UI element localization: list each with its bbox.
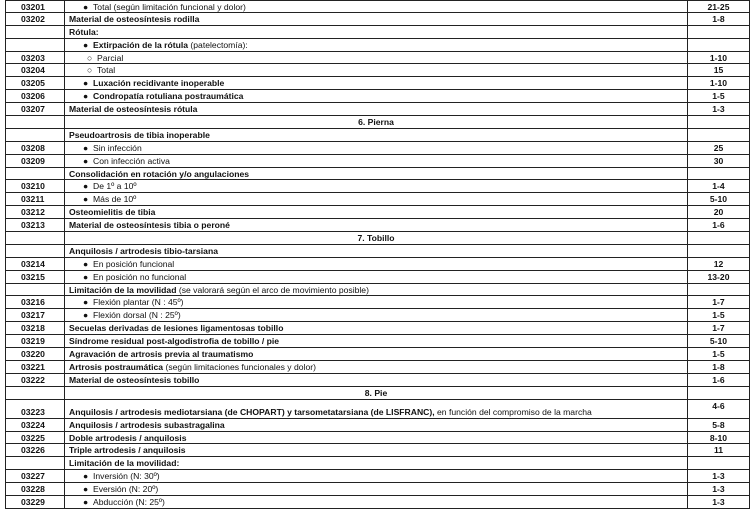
row-note: en función del compromiso de la marcha [434,406,592,417]
row-description [65,309,688,321]
row-code: 03220 [5,348,65,360]
row-points: 5-10 [688,335,750,347]
table-row [5,206,750,219]
bullet-icon: ● [83,91,89,102]
bullet-icon: ● [83,155,89,166]
row-points: 1-7 [688,296,750,308]
row-code: 03203 [5,52,65,64]
row-label: Parcial [97,52,124,63]
row-description [65,193,688,205]
row-description [65,258,688,270]
bullet-icon: ● [83,484,89,495]
table-row [5,90,750,103]
row-description [65,206,688,218]
row-points: 12 [688,258,750,270]
row-description [65,296,688,308]
bullet-icon: ● [83,258,89,269]
row-note: (según limitaciones funcionales y dolor) [163,361,316,372]
row-code: 03225 [5,432,65,444]
row-points [688,232,750,244]
row-code: 03228 [5,483,65,495]
row-label: Doble artrodesis / anquilosis [69,432,187,443]
row-label: Extirpación de la rótula [93,39,189,50]
row-label: Eversión (N: 20º) [93,484,159,495]
row-description [65,155,688,167]
table-row [5,155,750,168]
row-description [65,1,688,12]
row-description [65,361,688,373]
row-points: 1-10 [688,52,750,64]
row-code: 03214 [5,258,65,270]
row-code: 03201 [5,1,65,12]
bullet-icon: ● [83,78,89,89]
row-label: Material de osteosíntesis tibia o peroné [69,220,230,231]
row-code: 03222 [5,374,65,386]
row-description [65,387,688,399]
row-description [65,219,688,231]
row-code: 03206 [5,90,65,102]
bullet-icon: ● [83,310,89,321]
bullet-icon: ● [83,271,89,282]
table-row [5,483,750,496]
row-points: 11 [688,444,750,456]
row-points: 1-5 [688,309,750,321]
row-label: En posición funcional [93,258,175,269]
row-code: 03204 [5,64,65,76]
row-description [65,245,688,257]
row-label: Anquilosis / artrodesis mediotarsiana (de CHOPART) y tarsometatarsiana (de LISFRANC), [69,406,435,417]
row-description [65,348,688,360]
row-label: Total [97,65,116,76]
row-description [65,90,688,102]
row-code [5,168,65,180]
row-code [5,129,65,141]
row-description [65,77,688,89]
table-row [5,374,750,387]
row-code: 03229 [5,496,65,508]
row-label: Artrosis postraumática [69,361,164,372]
bullet-icon: ● [83,181,89,192]
row-description [65,168,688,180]
table-row [5,193,750,206]
row-description [65,232,688,244]
row-label: Consolidación en rotación y/o angulaciones [69,168,250,179]
row-label: Rótula: [69,26,99,37]
row-points [688,387,750,399]
row-label: Triple artrodesis / anquilosis [69,445,186,456]
row-description [65,271,688,283]
row-label: Con infección activa [93,155,170,166]
table-row [5,296,750,309]
row-points: 1-8 [688,361,750,373]
row-points [688,116,750,128]
row-points [688,129,750,141]
table-row [5,0,750,13]
table-row [5,103,750,116]
row-description [65,142,688,154]
row-points: 1-3 [688,483,750,495]
row-code [5,39,65,51]
bullet-icon: ● [83,297,89,308]
row-label: En posición no funcional [93,271,187,282]
row-code: 03227 [5,470,65,482]
row-points: 1-5 [688,348,750,360]
row-points [688,245,750,257]
row-points: 1-6 [688,374,750,386]
row-points: 21-25 [688,1,750,12]
row-points: 5-8 [688,419,750,431]
row-points: 1-3 [688,470,750,482]
row-code: 03211 [5,193,65,205]
row-description [65,116,688,128]
row-points: 13-20 [688,271,750,283]
table-row [5,348,750,361]
row-description [65,400,688,418]
row-code: 03213 [5,219,65,231]
table-row [5,39,750,52]
row-code: 03216 [5,296,65,308]
row-label: Inversión (N: 30º) [93,471,160,482]
row-description [65,64,688,76]
table-row [5,129,750,142]
row-label: Anquilosis / artrodesis subastragalina [69,419,225,430]
section-row [5,116,750,129]
table-row [5,444,750,457]
row-code: 03215 [5,271,65,283]
table-row [5,496,750,509]
table-row [5,284,750,297]
row-description [65,180,688,192]
table-row [5,432,750,445]
row-code: 03212 [5,206,65,218]
table-row [5,219,750,232]
row-code: 03224 [5,419,65,431]
row-code: 03202 [5,13,65,25]
row-label: Más de 10º [93,194,137,205]
row-points: 1-8 [688,13,750,25]
table-row [5,309,750,322]
table-row [5,335,750,348]
table-row [5,271,750,284]
row-points [688,26,750,38]
bullet-icon: ● [83,194,89,205]
table-row [5,400,750,419]
section-title: 6. Pierna [358,117,394,128]
row-label: Abducción (N: 25º) [93,496,165,507]
row-code: 03218 [5,322,65,334]
table-row [5,457,750,470]
row-code: 03209 [5,155,65,167]
row-description [65,26,688,38]
table-row [5,470,750,483]
row-description [65,335,688,347]
table-row [5,52,750,65]
row-points [688,284,750,296]
circle-bullet-icon: ○ [87,65,93,76]
row-label: Agravación de artrosis previa al traumatismo [69,349,254,360]
row-description [65,13,688,25]
row-code: 03221 [5,361,65,373]
row-description [65,483,688,495]
row-description [65,419,688,431]
row-label: Total [93,2,112,12]
row-code: 03210 [5,180,65,192]
row-note: (patelectomía): [188,39,248,50]
bullet-icon: ● [83,39,89,50]
row-label: Síndrome residual post-algodistrofia de tobillo / pie [69,336,280,347]
row-code [5,457,65,469]
bullet-icon: ● [83,2,89,12]
table-row [5,168,750,181]
bullet-icon: ● [83,471,89,482]
row-code [5,232,65,244]
row-code: 03223 [5,400,65,418]
row-label: Flexión plantar (N : 45º) [93,297,184,308]
row-code: 03207 [5,103,65,115]
row-points: 1-6 [688,219,750,231]
row-points: 30 [688,155,750,167]
row-code [5,245,65,257]
row-code [5,26,65,38]
row-description [65,432,688,444]
row-label: Sin infección [93,142,142,153]
section-row [5,387,750,400]
circle-bullet-icon: ○ [87,52,93,63]
table-row [5,361,750,374]
section-row [5,232,750,245]
row-label: Material de osteosíntesis tobillo [69,374,200,385]
row-points: 1-5 [688,90,750,102]
row-description [65,496,688,508]
table-row [5,419,750,432]
row-description [65,284,688,296]
row-description [65,103,688,115]
row-points: 4-6 [688,400,750,418]
row-code: 03219 [5,335,65,347]
table-row [5,13,750,26]
row-code: 03205 [5,77,65,89]
row-label: Limitación de la movilidad [69,284,177,295]
row-points: 20 [688,206,750,218]
row-description [65,444,688,456]
row-code [5,387,65,399]
bullet-icon: ● [83,496,89,507]
row-label: Anquilosis / artrodesis tibio-tarsiana [69,245,218,256]
row-points: 25 [688,142,750,154]
row-points: 1-3 [688,103,750,115]
row-note: (se valorará según el arco de movimiento posible) [176,284,369,295]
row-code [5,284,65,296]
table-row [5,180,750,193]
row-code: 03217 [5,309,65,321]
row-label: De 1º a 10º [93,181,137,192]
row-label: Secuelas derivadas de lesiones ligamentosas tobillo [69,323,284,334]
row-label: Material de osteosíntesis rótula [69,104,198,115]
row-code: 03208 [5,142,65,154]
section-title: 7. Tobillo [357,233,395,244]
row-points: 1-3 [688,496,750,508]
row-points: 1-7 [688,322,750,334]
row-label: Limitación de la movilidad: [69,458,180,469]
row-description [65,470,688,482]
section-title: 8. Pie [364,387,388,398]
row-description [65,374,688,386]
row-points [688,39,750,51]
table-row [5,258,750,271]
row-label: Material de osteosíntesis rodilla [69,13,200,24]
row-code [5,116,65,128]
row-points: 1-10 [688,77,750,89]
row-points [688,457,750,469]
row-description [65,457,688,469]
table-row [5,26,750,39]
row-label: Pseudoartrosis de tibia inoperable [69,129,210,140]
bullet-icon: ● [83,142,89,153]
table-row [5,245,750,258]
row-points [688,168,750,180]
row-description [65,52,688,64]
row-points: 1-4 [688,180,750,192]
table-row [5,142,750,155]
row-label: Luxación recidivante inoperable [93,78,225,89]
table-row [5,322,750,335]
row-label: Condropatía rotuliana postraumática [93,91,244,102]
row-points: 15 [688,64,750,76]
scale-table [5,0,750,509]
row-description [65,322,688,334]
row-points: 5-10 [688,193,750,205]
table-row [5,77,750,90]
row-points: 8-10 [688,432,750,444]
row-description [65,39,688,51]
row-label: Osteomielitis de tibia [69,207,156,218]
row-description [65,129,688,141]
table-row [5,64,750,77]
row-label: Flexión dorsal (N : 25º) [93,310,181,321]
row-note: (según limitación funcional y dolor) [111,2,246,12]
row-code: 03226 [5,444,65,456]
